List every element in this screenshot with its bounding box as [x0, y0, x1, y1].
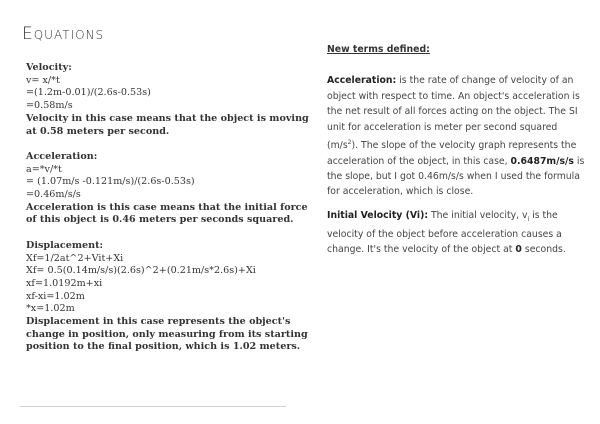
explanation-line: Acceleration is this case means that the initial force — [26, 201, 308, 213]
displacement-heading: Displacement: — [26, 239, 104, 251]
equation-line: =0.46m/s/s — [26, 189, 81, 201]
velocity-heading: Velocity: — [26, 62, 72, 73]
explanation-line: position to the final position, which is 1.02 meters. — [26, 341, 301, 353]
definitions-column — [327, 42, 585, 258]
equation-line: =0.58m/s — [26, 100, 73, 112]
superscript: 2 — [347, 139, 352, 147]
equation-line: Xf=1/2at^2+Vit+Xi — [26, 252, 124, 264]
slope-value: 0.6487m/s/s — [510, 155, 574, 167]
definition-text: is the rate of change of velocity of an object with respect to time. An object's acceleration is the net result of all forces acting on the object. The SI unit for acceleration is meter per second squared (m/s — [327, 75, 580, 152]
equation-line: *x=1.02m — [26, 303, 75, 315]
explanation-line: change in position, only measuring from its starting — [26, 328, 308, 340]
subscript: i — [527, 215, 530, 223]
divider — [20, 406, 286, 407]
equation-line: v= x/*t — [26, 74, 60, 86]
initial-velocity-definition — [327, 208, 585, 258]
explanation-line: Velocity in this case means that the object is moving — [26, 112, 309, 124]
equation-line: Xf= 0.5(0.14m/s/s)(2.6s)^2+(0.21m/s*2.6s)+Xi — [26, 265, 256, 277]
equation-line: = (1.07m/s -0.121m/s)/(2.6s-0.53s) — [26, 176, 195, 188]
initial-velocity-term: Initial Velocity (Vi): — [327, 209, 429, 221]
definition-text: The initial velocity, v — [428, 209, 528, 221]
explanation-line: of this object is 0.46 meters per seconds squared. — [26, 214, 294, 226]
definition-text: is the velocity of the object before acceleration causes a change. It's the velocity of the object at — [327, 209, 562, 256]
equation-line: xf=1.0192m+xi — [26, 277, 103, 289]
equation-line: =(1.2m-0.01)/(2.6s-0.53s) — [26, 87, 151, 99]
definitions-heading: New terms defined: — [327, 44, 430, 55]
definition-text: is the slope, but I got 0.46m/s/s when I used the formula for acceleration, which is close. — [327, 155, 585, 198]
definition-text: seconds. — [521, 244, 566, 256]
page-title: Equations — [22, 24, 105, 44]
acceleration-heading: Acceleration: — [26, 150, 98, 162]
acceleration-term: Acceleration: — [327, 75, 397, 87]
zero-value: 0 — [515, 244, 522, 256]
equation-line: a=*v/*t — [26, 163, 62, 175]
equation-line: xf-xi=1.02m — [26, 290, 85, 302]
definition-text: ). The slope of the velocity graph represents the acceleration of the object, in this case, — [327, 140, 577, 167]
explanation-line: Displacement in this case represents the object's — [26, 316, 291, 328]
explanation-line: at 0.58 meters per second. — [26, 125, 170, 137]
acceleration-definition — [327, 73, 585, 199]
equations-column — [26, 62, 309, 354]
